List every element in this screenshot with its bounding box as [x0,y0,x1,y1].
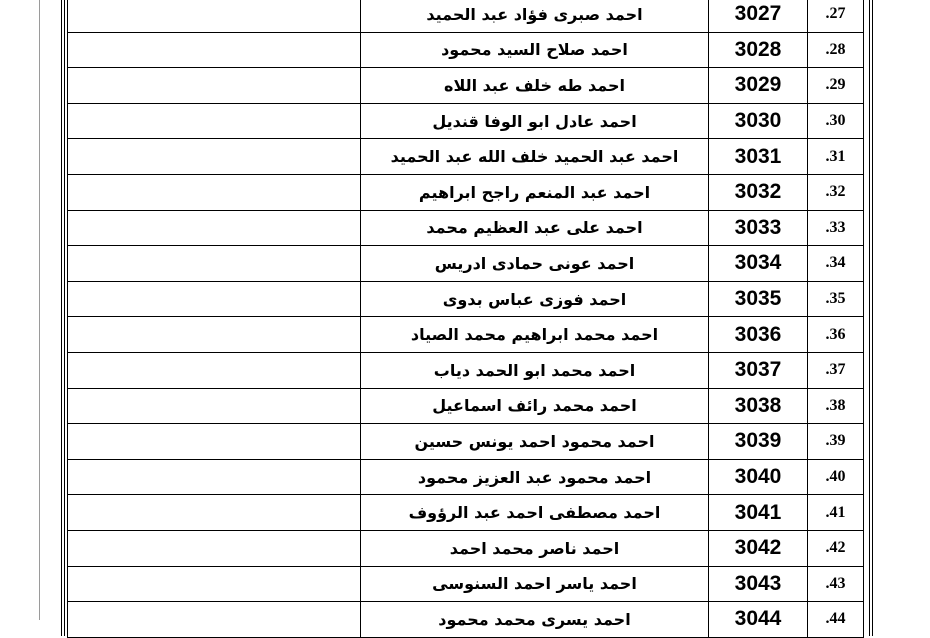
serial-number-cell: .36 [808,317,864,353]
table-row [68,139,864,175]
blank-cell [68,68,361,104]
blank-cell [68,352,361,388]
student-name: احمد عونى حمادى ادريس [434,253,635,273]
seat-number-cell: 3036 [709,317,808,353]
student-name: احمد عادل ابو الوفا قنديل [432,111,637,131]
student-name: احمد يسرى محمد محمود [438,609,631,629]
blank-cell [68,174,361,210]
table-row [68,210,864,246]
blank-cell [68,32,361,68]
serial-number-cell: .40 [808,459,864,495]
table-row [68,424,864,460]
serial-number-cell: .30 [808,103,864,139]
student-roster-table [67,0,864,638]
student-name: احمد عبد المنعم راجح ابراهيم [418,182,651,202]
blank-cell [68,317,361,353]
table-row [68,0,864,32]
seat-number-cell: 3030 [709,103,808,139]
table-row [68,68,864,104]
table-row [68,246,864,282]
seat-number-cell: 3044 [709,602,808,638]
student-name-cell [361,388,709,424]
student-name: احمد فوزى عباس بدوى [442,289,627,309]
blank-cell [68,281,361,317]
seat-number-cell: 3035 [709,281,808,317]
seat-number-cell: 3034 [709,246,808,282]
serial-number-cell: .35 [808,281,864,317]
serial-number-cell: .43 [808,566,864,602]
table-row [68,174,864,210]
table-row [68,566,864,602]
seat-number-cell: 3033 [709,210,808,246]
seat-number-cell: 3032 [709,174,808,210]
seat-number-cell: 3028 [709,32,808,68]
serial-number-cell: .33 [808,210,864,246]
blank-cell [68,495,361,531]
page-edge-line [39,0,40,620]
student-name-cell [361,566,709,602]
student-name-cell [361,459,709,495]
table-row [68,530,864,566]
serial-number-cell: .44 [808,602,864,638]
blank-cell [68,246,361,282]
student-name-cell [361,246,709,282]
student-name-cell [361,0,709,32]
student-name-cell [361,352,709,388]
serial-number-cell: .32 [808,174,864,210]
student-name-cell [361,281,709,317]
student-name: احمد ناصر محمد احمد [449,538,620,558]
student-name: احمد محمد رائف اسماعيل [432,396,637,416]
student-name: احمد محمد ابو الحمد دياب [433,360,636,380]
seat-number-cell: 3029 [709,68,808,104]
blank-cell [68,424,361,460]
student-name: احمد مصطفى احمد عبد الرؤوف [408,503,661,523]
student-name-cell [361,530,709,566]
student-name: احمد صلاح السيد محمود [441,40,628,60]
serial-number-cell: .38 [808,388,864,424]
seat-number-cell: 3039 [709,424,808,460]
table-row [68,459,864,495]
student-name-cell [361,32,709,68]
seat-number-cell: 3038 [709,388,808,424]
blank-cell [68,103,361,139]
student-name-cell [361,68,709,104]
seat-number-cell: 3042 [709,530,808,566]
student-name-cell [361,317,709,353]
student-name-cell [361,174,709,210]
student-name-cell [361,602,709,638]
serial-number-cell: .37 [808,352,864,388]
blank-cell [68,139,361,175]
student-name-cell [361,210,709,246]
serial-number-cell: .31 [808,139,864,175]
table-row [68,317,864,353]
blank-cell [68,210,361,246]
serial-number-cell: .34 [808,246,864,282]
student-name: احمد محمود احمد يونس حسين [414,431,655,451]
student-name-cell [361,495,709,531]
blank-cell [68,459,361,495]
roster-body [68,0,864,637]
serial-number-cell: .41 [808,495,864,531]
blank-cell [68,602,361,638]
student-name-cell [361,424,709,460]
blank-cell [68,530,361,566]
student-name: احمد عبد الحميد خلف الله عبد الحميد [390,147,679,167]
serial-number-cell: .39 [808,424,864,460]
blank-cell [68,388,361,424]
table-row [68,352,864,388]
table-row [68,388,864,424]
student-name-cell [361,139,709,175]
seat-number-cell: 3043 [709,566,808,602]
blank-cell [68,0,361,32]
seat-number-cell: 3041 [709,495,808,531]
table-row [68,32,864,68]
serial-number-cell: .42 [808,530,864,566]
serial-number-cell: .29 [808,68,864,104]
serial-number-cell: .28 [808,32,864,68]
student-name: احمد محمد ابراهيم محمد الصياد [410,325,659,345]
student-name: احمد على عبد العظيم محمد [426,218,643,238]
seat-number-cell: 3037 [709,352,808,388]
seat-number-cell: 3027 [709,0,808,32]
student-name: احمد صبرى فؤاد عبد الحميد [426,4,643,24]
seat-number-cell: 3040 [709,459,808,495]
student-name: احمد طه خلف عبد اللاه [444,75,625,95]
table-row [68,602,864,638]
student-name-cell [361,103,709,139]
blank-cell [68,566,361,602]
student-name: احمد محمود عبد العزيز محمود [417,467,652,487]
table-row [68,281,864,317]
serial-number-cell: .27 [808,0,864,32]
student-name: احمد ياسر احمد السنوسى [432,574,637,594]
table-row [68,495,864,531]
seat-number-cell: 3031 [709,139,808,175]
table-row [68,103,864,139]
